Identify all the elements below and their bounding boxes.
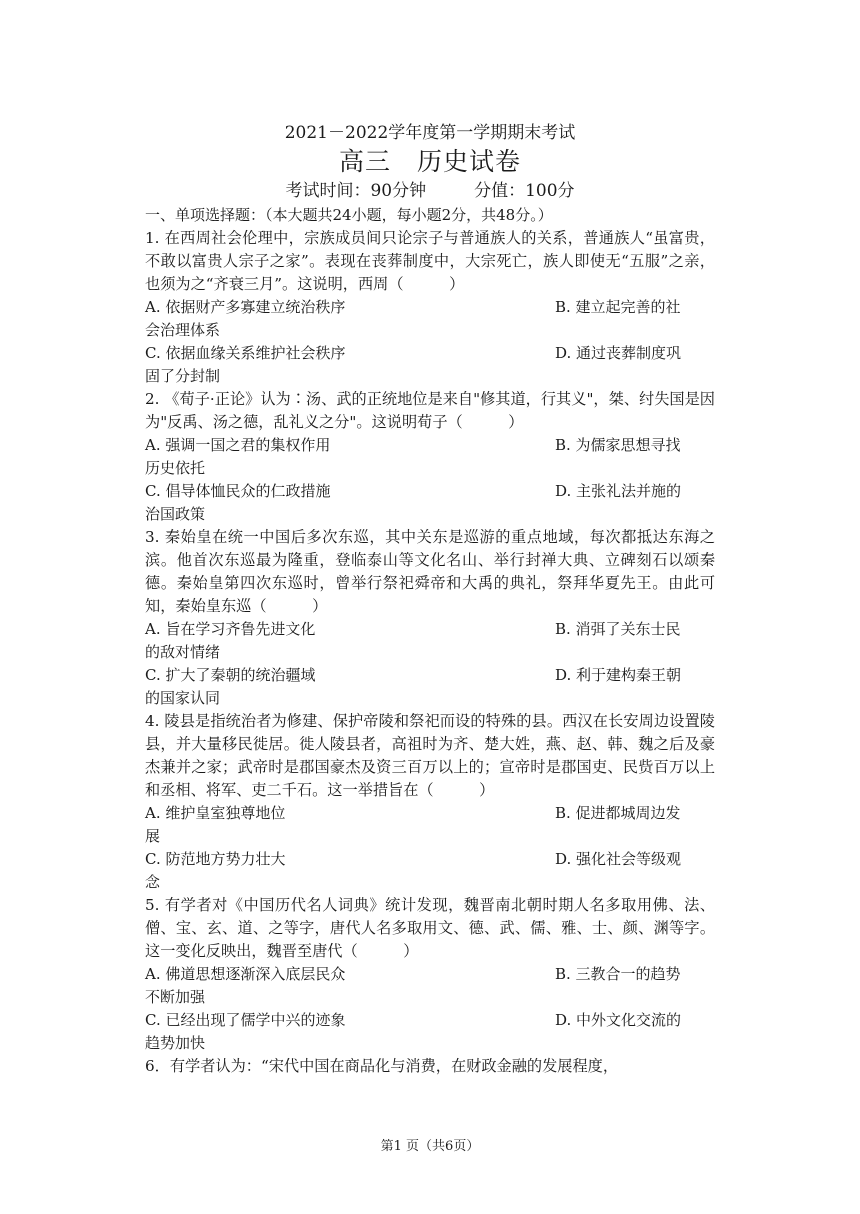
question-2 [145, 388, 715, 526]
option-b: B. 消弭了关东士民 [555, 620, 681, 638]
question-stem: 3. 秦始皇在统一中国后多次东巡，其中关东是巡游的重点地域，每次都抵达东海之滨。他首次东巡最为隆重，登临泰山等文化名山、举行封禅大典、立碑刻石以颂秦德。秦始皇第四次东巡时，曾举行祭祀舜帝和大禹的典礼，祭拜华夏先王。由此可知，秦始皇东巡（ ） [145, 528, 715, 615]
option-row [145, 434, 715, 457]
option-c: C. 防范地方势力壮大 [145, 850, 286, 868]
option-d-continued: 治国政策 [145, 505, 206, 523]
option-b-continued: 历史依托 [145, 459, 206, 477]
option-b-continued: 的敌对情绪 [145, 643, 221, 661]
section-heading: 一、单项选择题：（本大题共24小题，每小题2分，共48分。） [145, 206, 553, 224]
option-d: D. 通过丧葬制度巩 [555, 344, 682, 362]
option-d-continued: 固了分封制 [145, 367, 221, 385]
question-1 [145, 227, 715, 388]
page-footer: 第1 页（共6页） [380, 1139, 480, 1154]
option-a: A. 强调一国之君的集权作用 [145, 436, 331, 454]
option-row [145, 1009, 715, 1032]
option-c: C. 倡导体恤民众的仁政措施 [145, 482, 331, 500]
question-stem: 5. 有学者对《中国历代名人词典》统计发现，魏晋南北朝时期人名多取用佛、法、僧、宝、玄、道、之等字，唐代人名多取用文、德、武、儒、雅、士、颜、渊等字。这一变化反映出，魏晋至唐代（ ） [145, 896, 715, 960]
option-a: A. 维护皇室独尊地位 [145, 804, 286, 822]
option-b: B. 促进都城周边发 [555, 804, 681, 822]
page-content [145, 120, 715, 1078]
question-3 [145, 526, 715, 710]
option-row [145, 618, 715, 641]
option-b-continued: 不断加强 [145, 988, 206, 1006]
option-d: D. 中外文化交流的 [555, 1011, 682, 1029]
option-row [145, 480, 715, 503]
option-b: B. 为儒家思想寻找 [555, 436, 681, 454]
option-d: D. 主张礼法并施的 [555, 482, 682, 500]
option-d-continued: 的国家认同 [145, 689, 221, 707]
option-row [145, 664, 715, 687]
exam-info [145, 178, 715, 204]
question-stem: 4. 陵县是指统治者为修建、保护帝陵和祭祀而设的特殊的县。西汉在长安周边设置陵县，并大量移民徙居。徙人陵县者，高祖时为齐、楚大姓，燕、赵、韩、魏之后及豪杰兼并之家；武帝时是郡国豪杰及资三百万以上的；宣帝时是郡国吏、民赀百万以上和丞相、将军、吏二千石。这一举措旨在（ ） [145, 712, 715, 799]
option-a: A. 佛道思想逐渐深入底层民众 [145, 965, 346, 983]
exam-score: 分值：100分 [474, 181, 575, 201]
option-b-continued: 展 [145, 827, 161, 845]
exam-time: 考试时间：90分钟 [285, 181, 427, 201]
option-row [145, 802, 715, 825]
question-4 [145, 710, 715, 894]
option-b-continued: 会治理体系 [145, 321, 221, 339]
grade-subject-title: 高三 历史试卷 [338, 147, 521, 176]
option-row [145, 848, 715, 871]
option-row [145, 296, 715, 319]
option-d: D. 强化社会等级观 [555, 850, 682, 868]
option-b: B. 三教合一的趋势 [555, 965, 681, 983]
option-d-continued: 趋势加快 [145, 1034, 206, 1052]
option-row [145, 963, 715, 986]
option-c: C. 依据血缘关系维护社会秩序 [145, 344, 346, 362]
option-c: C. 扩大了秦朝的统治疆域 [145, 666, 316, 684]
question-stem: 2. 《荀子·正论》认为∶汤、武的正统地位是来自"修其道，行其义"，桀、纣失国是因为"反禹、汤之德，乱礼义之分"。这说明荀子（ ） [145, 390, 715, 431]
option-row [145, 342, 715, 365]
option-b: B. 建立起完善的社 [555, 298, 681, 316]
question-stem: 1. 在西周社会伦理中，宗族成员间只论宗子与普通族人的关系，普通族人“虽富贵，不敢以富贵人宗子之家”。表现在丧葬制度中，大宗死亡，族人即使无“五服”之亲，也须为之“齐衰三月”。这说明，西周（ ） [145, 229, 715, 293]
option-c: C. 已经出现了儒学中兴的迹象 [145, 1011, 346, 1029]
option-d: D. 利于建构秦王朝 [555, 666, 682, 684]
question-6-stem: 6．有学者认为：“宋代中国在商品化与消费，在财政金融的发展程度， [145, 1057, 619, 1075]
exam-title: 2021－2022学年度第一学期期末考试 [284, 123, 576, 143]
question-5 [145, 894, 715, 1055]
option-d-continued: 念 [145, 873, 161, 891]
option-a: A. 依据财产多寡建立统治秩序 [145, 298, 346, 316]
option-a: A. 旨在学习齐鲁先进文化 [145, 620, 316, 638]
